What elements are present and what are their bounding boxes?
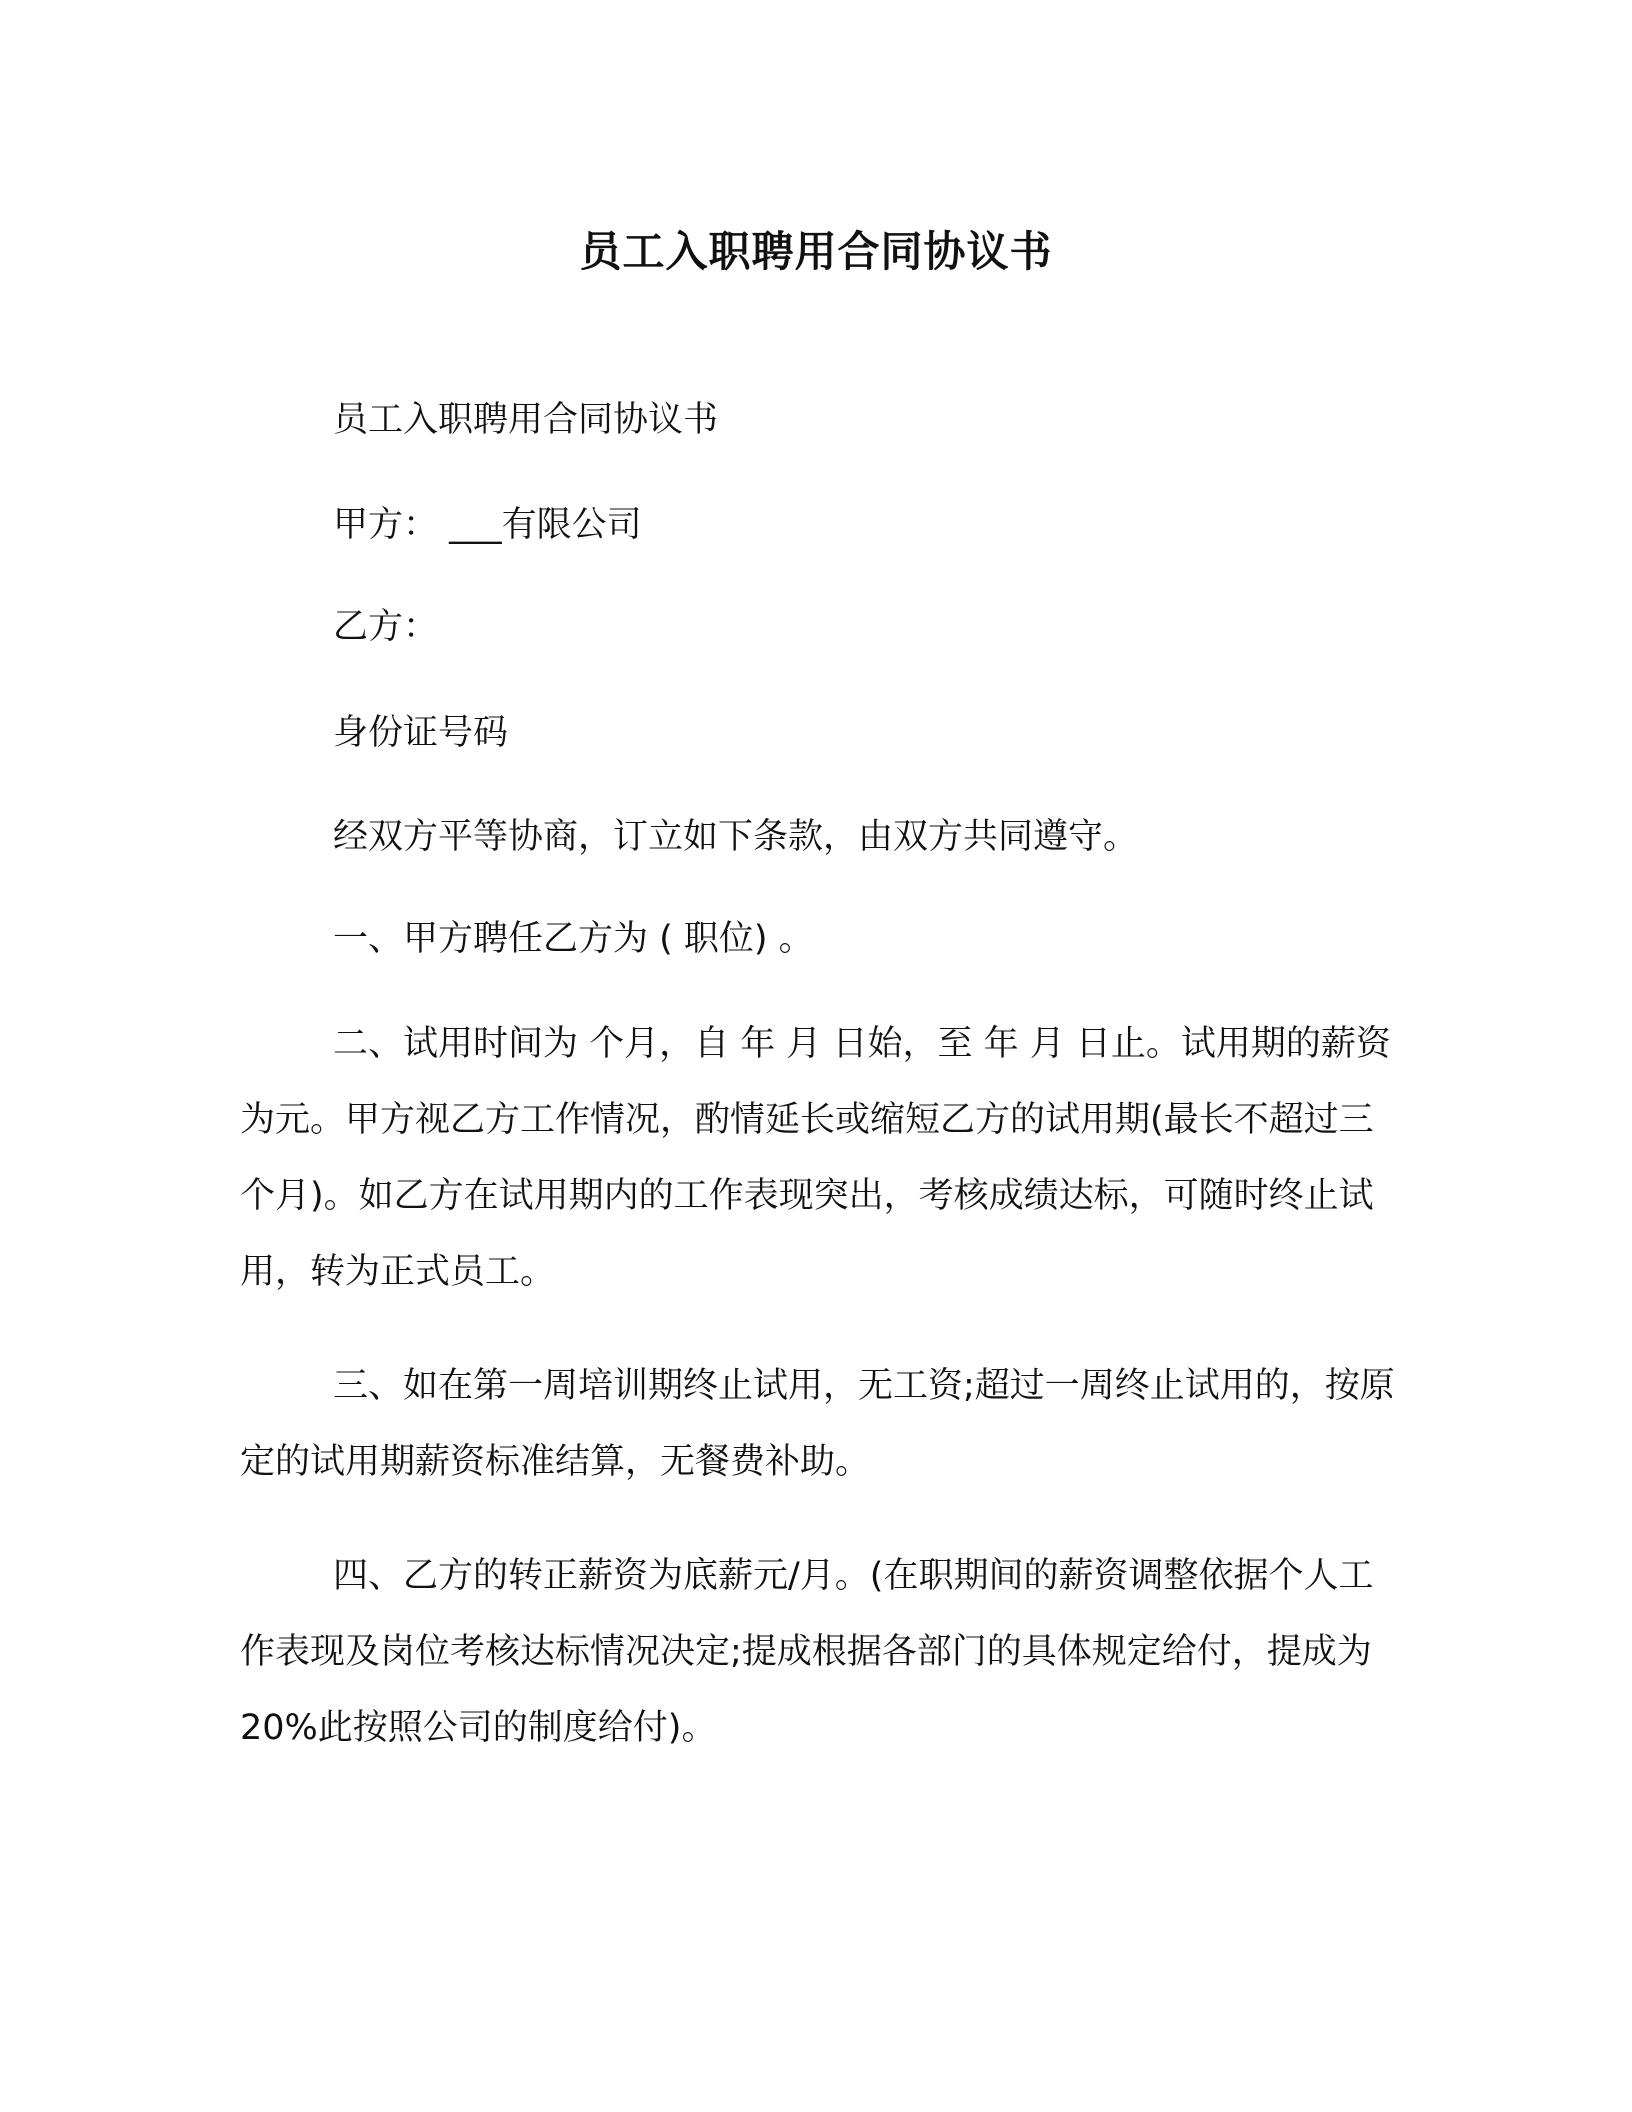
clause-4: 四、乙方的转正薪资为底薪元/月。(在职期间的薪资调整依据个人工作表现及岗位考核达标情况决定;提成根据各部门的具体规定给付，提成为 20%此按照公司的制度给付)。 xyxy=(240,1556,1374,1748)
document-subtitle: 员工入职聘用合同协议书 xyxy=(333,400,719,440)
clause-3: 三、如在第一周培训期终止试用，无工资;超过一周终止试用的，按原定的试用期薪资标准结算，无餐费补助。 xyxy=(240,1366,1395,1482)
party-b-line: 乙方： xyxy=(333,607,439,647)
id-number-line: 身份证号码 xyxy=(333,713,509,753)
party-a-line: 甲方： ___有限公司 xyxy=(333,505,642,545)
clause-1: 一、甲方聘任乙方为 ( 职位) 。 xyxy=(333,919,814,959)
document-title: 员工入职聘用合同协议书 xyxy=(579,227,1053,276)
preamble-text: 经双方平等协商，订立如下条款，由双方共同遵守。 xyxy=(333,817,1139,857)
clause-2: 二、试用时间为 个月，自 年 月 日始，至 年 月 日止。试用期的薪资为元。甲方视乙方工作情况，酌情延长或缩短乙方的试用期(最长不超过三个月)。如乙方在试用期内的工作表现突出，考核成绩达标，可随时终止试用，转为正式员工。 xyxy=(240,1024,1391,1292)
